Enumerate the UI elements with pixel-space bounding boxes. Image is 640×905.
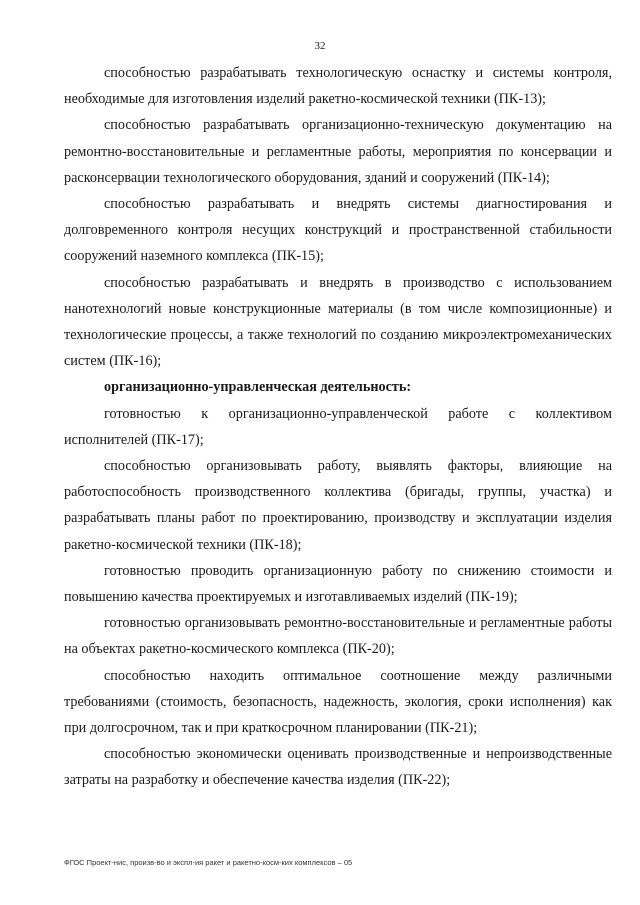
page-number: 32 — [314, 40, 326, 52]
paragraph-pk17: готовностью к организационно-управленческой работе с коллективом исполнителей (ПК-17); — [64, 405, 612, 448]
section-heading: организационно-управленческая деятельность: — [104, 379, 412, 396]
page-content — [64, 60, 612, 794]
page-footer: ФГОС Проект-нис, произв-во и экспл-ия ракет и ракетно-косм-ких комплексов – 05 — [64, 858, 353, 867]
paragraph-pk21: способностью находить оптимальное соотношение между различными требованиями (стоимость, безопасность, надежность, экология, сроки исполнения) как при долгосрочном, так и при краткосрочном планировании (ПК-21); — [64, 667, 612, 737]
paragraph-pk20: готовностью организовывать ремонтно-восстановительные и регламентные работы на объектах ракетно-космического комплекса (ПК-20); — [64, 615, 612, 658]
paragraph-pk19: готовностью проводить организационную работу по снижению стоимости и повышению качества проектируемых и изготавливаемых изделий (ПК-19); — [64, 562, 612, 606]
paragraph-pk18: способностью организовывать работу, выявлять факторы, влияющие на работоспособность производственного коллектива (бригады, группы, участка) и разрабатывать планы работ по проектированию, производству и эксплуатации изделия ракетно-космической техники (ПК-18); — [64, 458, 612, 553]
paragraph-pk15: способностью разрабатывать и внедрять системы диагностирования и долговременного контроля несущих конструкций и пространственной стабильности сооружений наземного комплекса (ПК-15); — [64, 196, 612, 265]
paragraph-pk14: способностью разрабатывать организационно-техническую документацию на ремонтно-восстановительные и регламентные работы, мероприятия по консервации и расконсервации технологического оборудования, зданий и сооружений (ПК-14); — [64, 117, 612, 186]
paragraph-pk13: способностью разрабатывать технологическую оснастку и системы контроля, необходимые для изготовления изделий ракетно-космической техники (ПК-13); — [64, 65, 612, 108]
paragraph-pk22: способностью экономически оценивать производственные и непроизводственные затраты на разработку и обеспечение качества изделия (ПК-22); — [64, 746, 612, 789]
paragraph-pk16: способностью разрабатывать и внедрять в производство с использованием нанотехнологий новые конструкционные материалы (в том числе композиционные) и технологические процессы, а также технологий по созданию микроэлектромеханических систем (ПК-16); — [64, 274, 612, 370]
